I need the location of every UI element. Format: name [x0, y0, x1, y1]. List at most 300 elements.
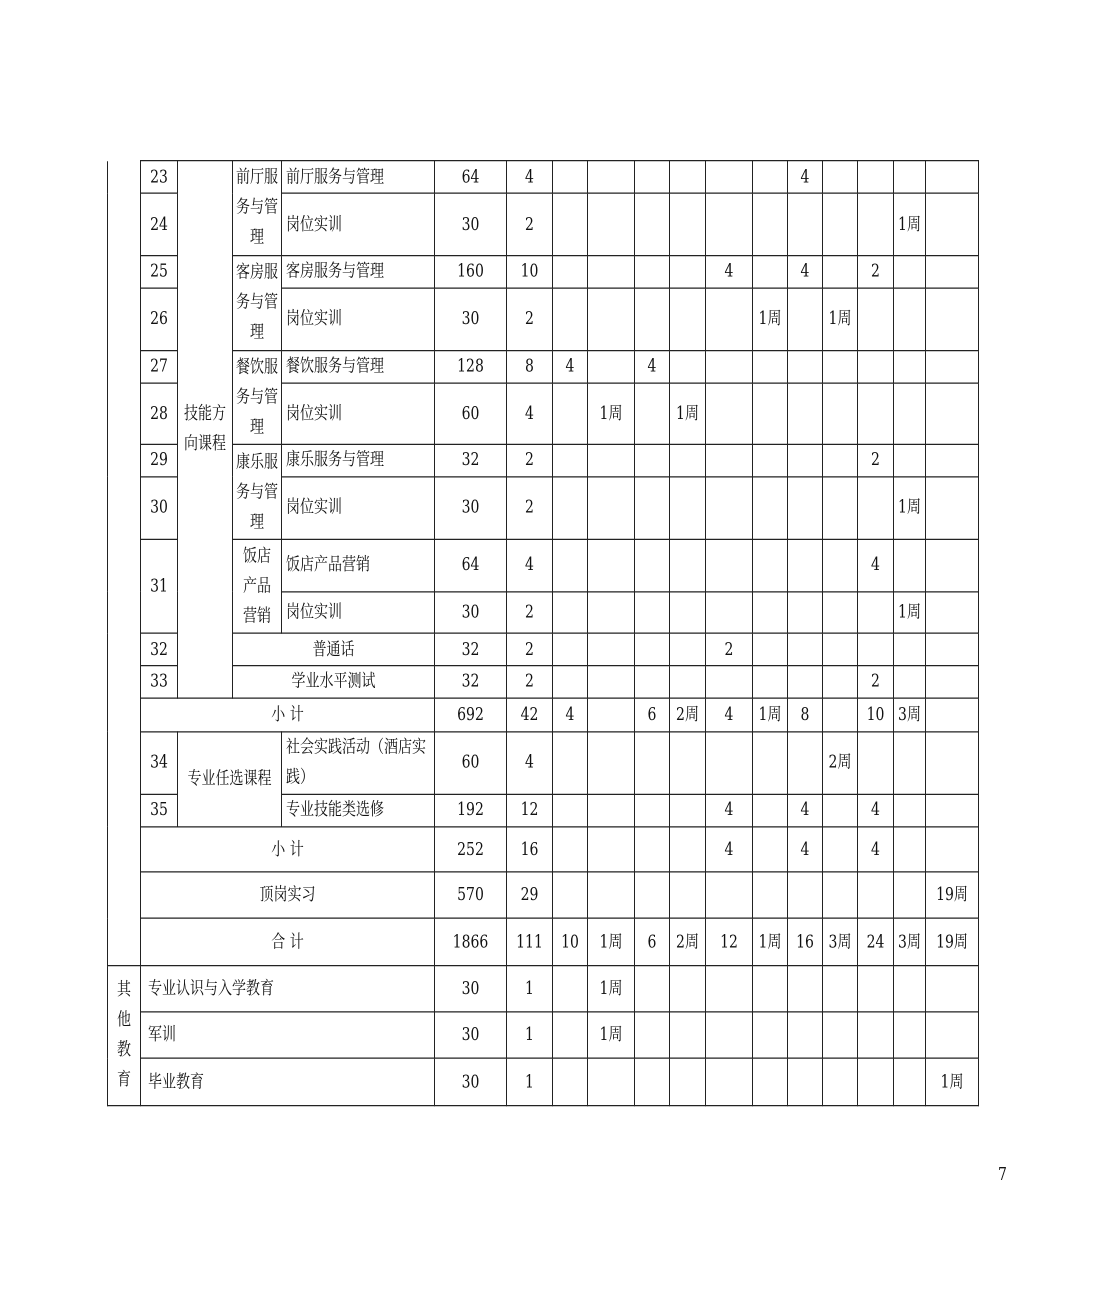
term-cell	[635, 161, 670, 194]
term-cell	[635, 477, 670, 540]
row-number: 23	[141, 161, 178, 194]
term-cell	[823, 161, 858, 194]
hours-cell: 60	[435, 732, 507, 795]
term-cell	[823, 666, 858, 698]
term-cell	[553, 540, 588, 592]
term-cell: 4	[706, 794, 753, 826]
term-cell	[635, 256, 670, 288]
term-cell	[553, 1058, 588, 1105]
term-cell	[926, 965, 979, 1012]
term-cell: 4	[858, 826, 894, 872]
hours-cell: 32	[435, 634, 507, 666]
term-cell	[588, 592, 635, 634]
term-cell	[788, 666, 823, 698]
term-cell	[823, 698, 858, 732]
term-cell	[894, 256, 926, 288]
term-cell	[858, 732, 894, 795]
term-cell	[753, 872, 788, 918]
hours-cell: 32	[435, 445, 507, 477]
term-cell	[926, 383, 979, 445]
credits-cell: 16	[507, 826, 553, 872]
row-number: 33	[141, 666, 178, 698]
course-name: 岗位实训	[282, 288, 435, 351]
term-cell	[588, 540, 635, 592]
term-cell	[706, 351, 753, 383]
term-cell	[753, 383, 788, 445]
course-name: 普通话	[233, 634, 435, 666]
term-cell	[753, 592, 788, 634]
term-cell	[588, 1058, 635, 1105]
term-cell	[788, 1058, 823, 1105]
credits-cell: 1	[507, 1058, 553, 1105]
term-cell	[823, 477, 858, 540]
term-cell: 2	[858, 666, 894, 698]
term-cell	[670, 1012, 706, 1058]
term-cell: 19周	[926, 872, 979, 918]
hours-cell: 30	[435, 965, 507, 1012]
term-cell	[894, 794, 926, 826]
term-cell	[706, 477, 753, 540]
term-cell	[588, 351, 635, 383]
hours-cell: 30	[435, 592, 507, 634]
term-cell	[553, 256, 588, 288]
term-cell	[635, 1058, 670, 1105]
subtotal-row	[108, 826, 979, 872]
term-cell	[588, 477, 635, 540]
term-cell: 4	[858, 540, 894, 592]
term-cell	[894, 383, 926, 445]
term-cell	[670, 288, 706, 351]
term-cell	[858, 872, 894, 918]
credits-cell: 1	[507, 1012, 553, 1058]
term-cell	[553, 445, 588, 477]
term-cell: 1周	[588, 383, 635, 445]
term-cell	[894, 634, 926, 666]
hours-cell: 30	[435, 1058, 507, 1105]
term-cell	[553, 383, 588, 445]
credits-cell: 29	[507, 872, 553, 918]
term-cell	[788, 445, 823, 477]
term-cell: 1周	[753, 288, 788, 351]
row-number: 27	[141, 351, 178, 383]
credits-cell: 4	[507, 732, 553, 795]
term-cell: 2周	[670, 918, 706, 965]
term-cell: 4	[706, 698, 753, 732]
term-cell	[823, 1012, 858, 1058]
skill-category-cell: 技能方向课程	[178, 161, 233, 698]
term-cell	[553, 634, 588, 666]
term-cell	[553, 194, 588, 256]
term-cell: 1周	[588, 965, 635, 1012]
term-cell: 4	[553, 351, 588, 383]
hours-cell: 160	[435, 256, 507, 288]
term-cell	[926, 592, 979, 634]
term-cell	[635, 794, 670, 826]
hours-cell: 1866	[435, 918, 507, 965]
term-cell: 10	[553, 918, 588, 965]
term-cell	[823, 965, 858, 1012]
term-cell: 19周	[926, 918, 979, 965]
term-cell	[858, 1012, 894, 1058]
term-cell	[706, 540, 753, 592]
term-cell: 3周	[823, 918, 858, 965]
term-cell	[858, 351, 894, 383]
term-cell	[894, 666, 926, 698]
term-cell	[926, 698, 979, 732]
term-cell	[858, 592, 894, 634]
term-cell: 1周	[894, 194, 926, 256]
term-cell	[588, 161, 635, 194]
term-cell	[635, 540, 670, 592]
term-cell	[788, 965, 823, 1012]
internship-row	[108, 872, 979, 918]
course-name: 饭店产品营销	[282, 540, 435, 592]
total-label: 合 计	[141, 918, 435, 965]
term-cell: 4	[788, 161, 823, 194]
term-cell	[588, 698, 635, 732]
term-cell	[926, 194, 979, 256]
term-cell	[706, 1012, 753, 1058]
credits-cell: 12	[507, 794, 553, 826]
term-cell	[635, 872, 670, 918]
term-cell: 6	[635, 698, 670, 732]
term-cell	[858, 1058, 894, 1105]
row-number: 34	[141, 732, 178, 795]
table-row	[108, 351, 979, 383]
term-cell	[670, 1058, 706, 1105]
row-number: 25	[141, 256, 178, 288]
course-name: 学业水平测试	[233, 666, 435, 698]
row-number: 29	[141, 445, 178, 477]
table-row	[108, 445, 979, 477]
term-cell	[823, 592, 858, 634]
term-cell	[753, 540, 788, 592]
credits-cell: 2	[507, 194, 553, 256]
term-cell: 1周	[926, 1058, 979, 1105]
term-cell	[894, 540, 926, 592]
term-cell	[823, 383, 858, 445]
term-cell	[588, 634, 635, 666]
hours-cell: 192	[435, 794, 507, 826]
term-cell	[926, 445, 979, 477]
term-cell	[788, 872, 823, 918]
term-cell	[635, 445, 670, 477]
term-cell: 12	[706, 918, 753, 965]
term-cell	[894, 161, 926, 194]
term-cell: 2周	[670, 698, 706, 732]
term-cell	[823, 351, 858, 383]
table-row	[108, 666, 979, 698]
course-name: 社会实践活动（酒店实践）	[282, 732, 435, 795]
term-cell	[706, 732, 753, 795]
hours-cell: 64	[435, 161, 507, 194]
term-cell	[706, 666, 753, 698]
term-cell: 24	[858, 918, 894, 965]
row-number: 26	[141, 288, 178, 351]
course-name: 康乐服务与管理	[282, 445, 435, 477]
term-cell	[588, 826, 635, 872]
course-group-cell: 康乐服务与管理	[233, 445, 282, 540]
table-row	[108, 256, 979, 288]
term-cell: 4	[706, 256, 753, 288]
hours-cell: 30	[435, 194, 507, 256]
category-cell-continued	[108, 161, 141, 966]
term-cell: 3周	[894, 918, 926, 965]
term-cell: 1周	[894, 477, 926, 540]
term-cell	[670, 732, 706, 795]
term-cell: 4	[635, 351, 670, 383]
term-cell: 1周	[753, 698, 788, 732]
term-cell	[858, 194, 894, 256]
row-number: 28	[141, 383, 178, 445]
term-cell	[670, 540, 706, 592]
term-cell	[753, 477, 788, 540]
term-cell	[926, 794, 979, 826]
credits-cell: 2	[507, 666, 553, 698]
term-cell: 3周	[894, 698, 926, 732]
total-row	[108, 918, 979, 965]
credits-cell: 4	[507, 383, 553, 445]
term-cell	[635, 1012, 670, 1058]
term-cell	[788, 1012, 823, 1058]
term-cell	[588, 194, 635, 256]
hours-cell: 30	[435, 477, 507, 540]
term-cell	[670, 194, 706, 256]
credits-cell: 2	[507, 288, 553, 351]
subtotal-row	[108, 698, 979, 732]
term-cell	[823, 872, 858, 918]
term-cell	[858, 288, 894, 351]
course-group-cell: 饭店产品营销	[233, 540, 282, 634]
term-cell	[553, 161, 588, 194]
hours-cell: 60	[435, 383, 507, 445]
term-cell	[753, 666, 788, 698]
term-cell	[894, 288, 926, 351]
course-name: 岗位实训	[282, 194, 435, 256]
term-cell	[926, 540, 979, 592]
term-cell	[858, 634, 894, 666]
term-cell	[894, 965, 926, 1012]
term-cell	[553, 965, 588, 1012]
term-cell	[588, 666, 635, 698]
course-name: 军训	[141, 1012, 435, 1058]
term-cell	[553, 872, 588, 918]
term-cell	[670, 634, 706, 666]
term-cell: 16	[788, 918, 823, 965]
term-cell: 4	[788, 256, 823, 288]
term-cell	[788, 288, 823, 351]
term-cell: 4	[858, 794, 894, 826]
term-cell	[706, 288, 753, 351]
term-cell: 8	[788, 698, 823, 732]
term-cell	[926, 351, 979, 383]
row-number: 24	[141, 194, 178, 256]
term-cell	[635, 634, 670, 666]
internship-label: 顶岗实习	[141, 872, 435, 918]
course-name: 毕业教育	[141, 1058, 435, 1105]
course-name: 岗位实训	[282, 477, 435, 540]
course-name: 岗位实训	[282, 592, 435, 634]
course-name: 客房服务与管理	[282, 256, 435, 288]
row-number: 35	[141, 794, 178, 826]
term-cell	[588, 732, 635, 795]
term-cell: 4	[706, 826, 753, 872]
course-group-cell: 餐饮服务与管理	[233, 351, 282, 445]
credits-cell: 111	[507, 918, 553, 965]
term-cell	[553, 794, 588, 826]
term-cell	[823, 794, 858, 826]
term-cell	[588, 445, 635, 477]
table-row	[108, 161, 979, 194]
term-cell	[670, 351, 706, 383]
term-cell	[926, 288, 979, 351]
hours-cell: 128	[435, 351, 507, 383]
term-cell	[823, 1058, 858, 1105]
term-cell	[753, 1012, 788, 1058]
term-cell	[753, 445, 788, 477]
term-cell	[894, 445, 926, 477]
term-cell	[894, 1012, 926, 1058]
term-cell	[588, 288, 635, 351]
term-cell	[553, 826, 588, 872]
term-cell	[670, 161, 706, 194]
term-cell: 2	[858, 256, 894, 288]
term-cell: 1周	[588, 1012, 635, 1058]
term-cell	[753, 965, 788, 1012]
term-cell	[706, 161, 753, 194]
credits-cell: 2	[507, 445, 553, 477]
term-cell	[858, 383, 894, 445]
term-cell	[788, 634, 823, 666]
course-name: 前厅服务与管理	[282, 161, 435, 194]
term-cell	[788, 540, 823, 592]
term-cell	[894, 826, 926, 872]
term-cell: 1周	[894, 592, 926, 634]
table-row	[108, 1012, 979, 1058]
term-cell	[553, 477, 588, 540]
term-cell	[926, 256, 979, 288]
term-cell	[670, 826, 706, 872]
term-cell	[753, 732, 788, 795]
hours-cell: 30	[435, 288, 507, 351]
other-category-cell: 其他教育	[108, 965, 141, 1105]
term-cell	[823, 634, 858, 666]
term-cell	[706, 592, 753, 634]
subtotal-label: 小 计	[141, 698, 435, 732]
term-cell: 4	[553, 698, 588, 732]
term-cell	[706, 445, 753, 477]
term-cell	[753, 194, 788, 256]
term-cell	[858, 161, 894, 194]
term-cell	[753, 826, 788, 872]
term-cell	[788, 592, 823, 634]
term-cell	[635, 194, 670, 256]
term-cell	[635, 592, 670, 634]
credits-cell: 4	[507, 540, 553, 592]
course-name: 餐饮服务与管理	[282, 351, 435, 383]
term-cell	[894, 872, 926, 918]
term-cell	[858, 965, 894, 1012]
term-cell	[635, 965, 670, 1012]
term-cell: 4	[788, 794, 823, 826]
row-number: 31	[141, 540, 178, 634]
row-number: 30	[141, 477, 178, 540]
term-cell	[635, 666, 670, 698]
term-cell	[823, 540, 858, 592]
term-cell	[753, 161, 788, 194]
term-cell: 2周	[823, 732, 858, 795]
term-cell	[926, 732, 979, 795]
term-cell	[635, 288, 670, 351]
hours-cell: 30	[435, 1012, 507, 1058]
term-cell	[553, 1012, 588, 1058]
term-cell	[706, 872, 753, 918]
row-number: 32	[141, 634, 178, 666]
term-cell	[858, 477, 894, 540]
term-cell	[753, 634, 788, 666]
term-cell	[588, 872, 635, 918]
term-cell	[788, 383, 823, 445]
term-cell	[670, 592, 706, 634]
term-cell	[553, 592, 588, 634]
term-cell	[823, 445, 858, 477]
term-cell	[706, 194, 753, 256]
term-cell	[894, 1058, 926, 1105]
hours-cell: 64	[435, 540, 507, 592]
table-row	[108, 540, 979, 592]
term-cell	[670, 872, 706, 918]
hours-cell: 570	[435, 872, 507, 918]
term-cell	[706, 383, 753, 445]
term-cell	[788, 194, 823, 256]
term-cell	[588, 794, 635, 826]
term-cell	[635, 732, 670, 795]
term-cell	[753, 794, 788, 826]
credits-cell: 2	[507, 477, 553, 540]
term-cell	[670, 794, 706, 826]
term-cell	[635, 383, 670, 445]
term-cell	[670, 445, 706, 477]
term-cell	[926, 161, 979, 194]
term-cell	[788, 732, 823, 795]
term-cell	[823, 826, 858, 872]
term-cell: 1周	[753, 918, 788, 965]
term-cell: 2	[706, 634, 753, 666]
term-cell: 10	[858, 698, 894, 732]
term-cell	[553, 288, 588, 351]
term-cell: 2	[858, 445, 894, 477]
table-row	[108, 1058, 979, 1105]
term-cell: 1周	[670, 383, 706, 445]
term-cell: 1周	[588, 918, 635, 965]
course-plan-table	[107, 160, 979, 1106]
term-cell	[894, 732, 926, 795]
term-cell: 6	[635, 918, 670, 965]
term-cell	[670, 256, 706, 288]
term-cell: 1周	[823, 288, 858, 351]
term-cell	[926, 1012, 979, 1058]
term-cell	[823, 194, 858, 256]
hours-cell: 32	[435, 666, 507, 698]
credits-cell: 4	[507, 161, 553, 194]
term-cell	[670, 666, 706, 698]
term-cell	[894, 351, 926, 383]
elective-category-cell: 专业任选课程	[178, 732, 282, 827]
term-cell	[553, 732, 588, 795]
term-cell	[788, 351, 823, 383]
course-name: 专业技能类选修	[282, 794, 435, 826]
term-cell	[926, 634, 979, 666]
